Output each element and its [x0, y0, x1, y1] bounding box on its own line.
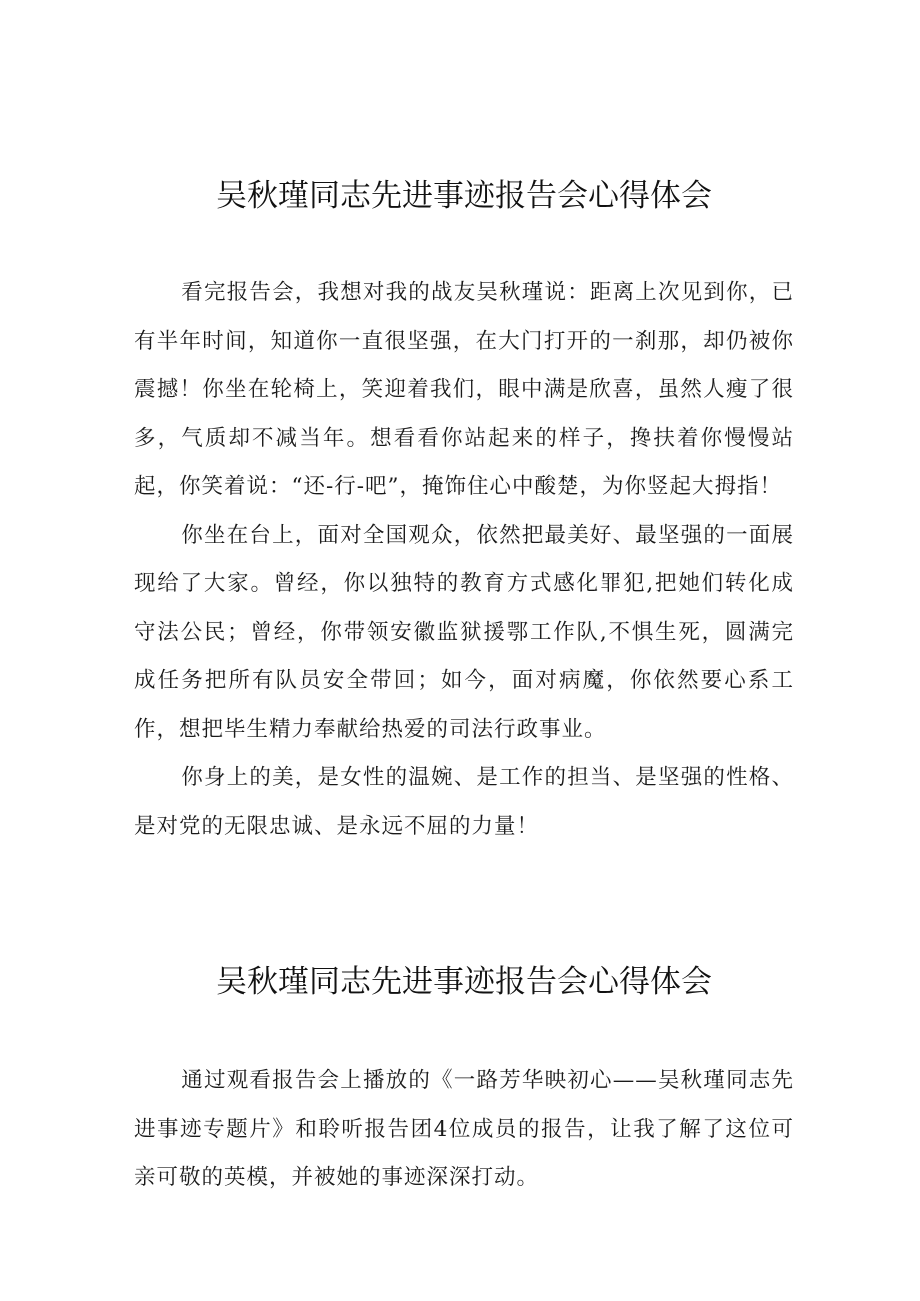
paragraph: 看完报告会，我想对我的战友吴秋瑾说：距离上次见到你，已有半年时间，知道你一直很坚强，在大门打开的一刹那，却仍被你震撼！你坐在轮椅上，笑迎着我们，眼中满是欣喜，虽然人瘦了很多，气质却不减当年。想看看你站起来的样子，搀扶着你慢慢站起，你笑着说：“还-行-吧”，掩饰住心中酸楚，为你竖起大拇指！ — [134, 280, 794, 499]
paragraph: 你坐在台上，面对全国观众，依然把最美好、最坚强的一面展现给了大家。曾经，你以独特的教育方式感化罪犯,把她们转化成守法公民；曾经，你带领安徽监狱援鄂工作队,不惧生死，圆满完成任务把所有队员安全带回；如今，面对病魔，你依然要心系工作，想把毕生精力奉献给热爱的司法行政事业。 — [134, 522, 794, 742]
article-body — [134, 269, 794, 851]
article-title: 吴秋瑾同志先进事迹报告会心得体会 — [216, 178, 712, 214]
paragraph: 你身上的美，是女性的温婉、是工作的担当、是坚强的性格、是对党的无限忠诚、是永远不屈的力量！ — [134, 765, 794, 839]
article-body — [134, 1057, 794, 1203]
article-title: 吴秋瑾同志先进事迹报告会心得体会 — [216, 964, 712, 1000]
paragraph: 通过观看报告会上播放的《一路芳华映初心——吴秋瑾同志先进事迹专题片》和聆听报告团4位成员的报告，让我了解了这位可亲可敬的英模，并被她的事迹深深打动。 — [134, 1068, 794, 1190]
article-section-1 — [134, 176, 794, 851]
article-section-2 — [134, 962, 794, 1203]
